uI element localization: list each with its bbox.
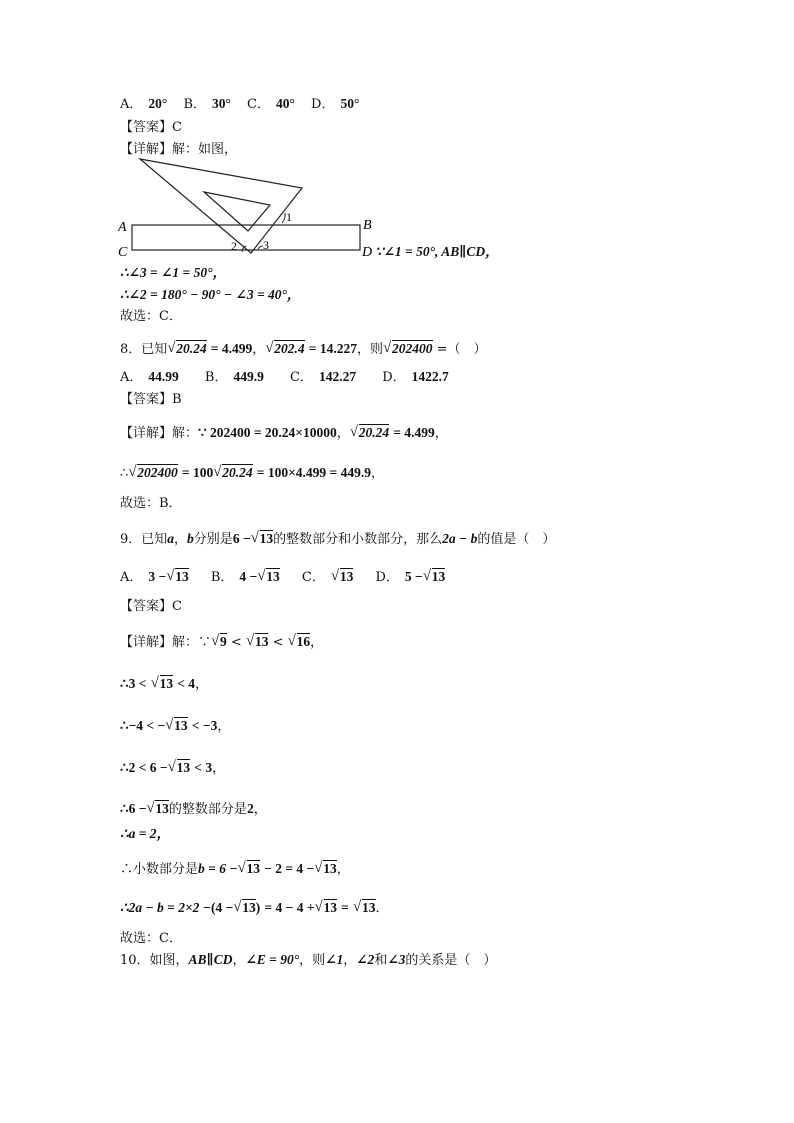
option-a: A． 3 − √ 13 (120, 568, 189, 585)
q9-detail-l6: ∴a = 2， (120, 826, 171, 841)
option-b: B． 30° (183, 96, 231, 112)
label-d: D (362, 245, 373, 260)
q9-stem: 9．已知a，b分别是6 − √ 13的整数部分和小数部分，那么2a − b的值是（ ） (120, 530, 556, 547)
q8-choice: 故选：B． (120, 496, 182, 511)
q7-step2: ∴∠2 = 180° − 90° − ∠3 = 40°， (120, 287, 301, 302)
option-d: D． 5 − √ 13 (375, 568, 446, 585)
label-angle-1: 1 (286, 210, 292, 224)
option-b: B． 4 − √ 13 (210, 568, 280, 585)
label-c: C (118, 245, 128, 260)
q9-detail-l1: 【详解】解：∵ √ 9 < √ 13 < √ 16， (120, 633, 324, 650)
q10-stem: 10．如图，AB∥CD，∠E = 90°，则∠1，∠2和∠3的关系是（ ） (120, 952, 497, 968)
q9-detail-l3: ∴−4 < − √ 13 < −3， (120, 717, 231, 734)
q9-detail-l2: ∴3 < √ 13 < 4， (120, 675, 209, 692)
q9-answer: 【答案】C (120, 599, 182, 614)
q7-given: ∵∠1 = 50°, AB∥CD， (375, 244, 499, 259)
q9-choice: 故选：C． (120, 931, 182, 946)
q8-answer: 【答案】B (120, 392, 182, 407)
q9-detail-l8: ∴2a − b = 2×2 −(4 − √ 13) = 4 − 4 + √ 13 = √ 13． (120, 899, 389, 916)
q9-detail-l4: ∴2 < 6 − √ 13 < 3， (120, 759, 226, 776)
label-b: B (363, 218, 372, 233)
q7-options (120, 95, 359, 114)
label-angle-2: 2 (231, 239, 237, 253)
q7-answer: 【答案】C (120, 120, 182, 135)
option-d: D． 50° (311, 96, 360, 112)
option-c: C． 142.27 (289, 369, 357, 385)
q9-options (120, 568, 445, 587)
q8-stem: 8．已知 √ 20.24 = 4.499， √ 202.4 = 14.227，则 √ 202400 =（ ） (120, 340, 487, 357)
option-a: A． 20° (120, 96, 168, 112)
q7-detail-label: 【详解】解：如图， (120, 142, 238, 157)
q8-step: ∴ √ 202400 = 100 √ 20.24 = 100×4.499 = 449.9， (120, 464, 384, 481)
q9-detail-l5: ∴6 − √ 13的整数部分是2， (120, 800, 267, 817)
option-b: B． 449.9 (204, 369, 264, 385)
q9-detail-l7: ∴小数部分是b = 6 − √ 13 − 2 = 4 − √ 13， (120, 860, 350, 877)
label-angle-3: 3 (263, 238, 269, 252)
option-c: C． 40° (247, 96, 295, 112)
q7-choice: 故选：C． (120, 309, 182, 324)
q8-detail: 【详解】解：∵ 202400 = 20.24×10000， √ 20.24 = 4.499， (120, 424, 448, 441)
label-a: A (118, 220, 127, 235)
q7-step1: ∴∠3 = ∠1 = 50°， (120, 265, 226, 280)
option-c: C． √ 13 (301, 568, 354, 585)
triangle-ruler-figure (118, 155, 378, 265)
q8-options (120, 368, 449, 387)
option-a: A． 44.99 (120, 369, 179, 385)
option-d: D． 1422.7 (382, 369, 449, 385)
triangle-outer (140, 159, 302, 253)
